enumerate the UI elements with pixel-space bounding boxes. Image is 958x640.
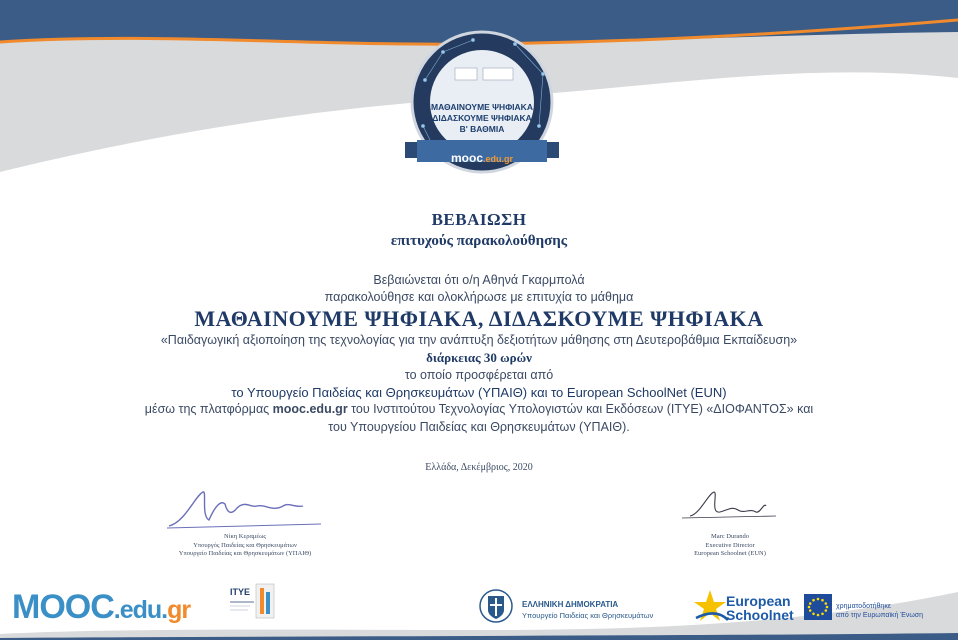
badge-ribbon-text — [403, 151, 561, 165]
greek-emblem-icon — [476, 588, 516, 624]
badge-title-line: Β' ΒΑΘΜΙΑ — [459, 124, 505, 134]
signatory-role: Υπουργός Παιδείας και Θρησκευμάτων — [193, 541, 297, 549]
certificate-subheading: επιτυχούς παρακολούθησης — [390, 233, 568, 249]
eu-line1: χρηματοδοτήθηκε — [836, 603, 891, 610]
platform-suffix: του Ινστιτούτου Τεχνολογίας Υπολογιστών και Εκδόσεων (ΙΤΥΕ) «ΔΙΟΦΑΝΤΟΣ» και — [347, 402, 814, 416]
date-place: Ελλάδα, Δεκέμβριος, 2020 — [425, 462, 533, 473]
badge-title-line: ΔΙΔΑΣΚΟΥΜΕ ΨΗΦΙΑΚΑ — [432, 113, 532, 123]
eu-flag-icon — [804, 594, 832, 620]
signatory-org: European Schoolnet (EUN) — [694, 550, 766, 557]
eun-logo-text — [726, 594, 794, 622]
mooc-edu-logo — [12, 588, 190, 627]
offered-by-line: το οποίο προσφέρεται από — [404, 368, 554, 382]
eun-line1: European — [726, 593, 791, 609]
platform-name: mooc.edu.gr — [272, 402, 348, 416]
mooc-logo-part1: MOOC — [12, 588, 114, 626]
gov-name: ΕΛΛΗΝΙΚΗ ΔΗΜΟΚΡΑΤΙΑ — [522, 600, 619, 609]
badge-ribbon-suffix: .edu.gr — [483, 154, 514, 164]
course-subtitle: «Παιδαγωγική αξιοποίηση της τεχνολογίας για την ανάπτυξη δεξιοτήτων μάθησης στη Δευτεροβάθμια Εκπαίδευση» — [160, 333, 798, 347]
course-duration: διάρκειας 30 ωρών — [426, 350, 532, 365]
right-signatory — [640, 533, 820, 559]
course-title: ΜΑΘΑΙΝΟΥΜΕ ΨΗΦΙΑΚΑ, ΔΙΔΑΣΚΟΥΜΕ ΨΗΦΙΑΚΑ — [194, 306, 764, 331]
platform-line — [0, 402, 958, 416]
certificate-heading: ΒΕΒΑΙΩΣΗ — [431, 210, 527, 229]
signatory-name: Νίκη Κεραμέως — [224, 533, 266, 540]
platform-prefix: μέσω της πλατφόρμας — [144, 402, 273, 416]
left-signatory — [140, 533, 350, 559]
signatory-name: Marc Durando — [710, 533, 750, 540]
eu-stars-icon — [804, 594, 832, 620]
signatory-role: Executive Director — [705, 541, 755, 549]
eu-line2: από την Ευρωπαϊκή Ένωση — [836, 612, 924, 619]
gov-ministry: Υπουργείο Παιδείας και Θρησκευμάτων — [522, 611, 654, 620]
signatory-org: Υπουργείο Παιδείας και Θρησκευμάτων (ΥΠΑΙΘ) — [178, 550, 312, 557]
itye-label: ΙΤΥΕ — [230, 587, 251, 597]
right-signature-graphic — [680, 488, 780, 528]
providers-line: το Υπουργείο Παιδείας και Θρησκευμάτων (ΥΠΑΙΘ) και το European SchoolNet (EUN) — [231, 385, 727, 400]
certify-line: Βεβαιώνεται ότι ο/η Αθηνά Γκαρμπολά — [373, 273, 585, 287]
eu-funding-text — [836, 602, 923, 620]
badge-ribbon-main: mooc — [450, 151, 483, 165]
badge-title — [403, 102, 561, 135]
ministry-line: του Υπουργείου Παιδείας και Θρησκευμάτων (ΥΠΑΙΘ). — [328, 420, 630, 434]
mooc-logo-part3: gr — [167, 596, 191, 624]
eun-line2: Schoolnet — [726, 607, 794, 623]
badge-title-line: ΜΑΘΑΙΝΟΥΜΕ ΨΗΦΙΑΚΑ — [431, 102, 533, 112]
course-badge — [403, 30, 561, 180]
left-signature-graphic — [165, 486, 325, 532]
attended-line: παρακολούθησε και ολοκλήρωσε με επιτυχία το μάθημα — [324, 290, 634, 304]
mooc-logo-part2: .edu. — [113, 596, 168, 624]
